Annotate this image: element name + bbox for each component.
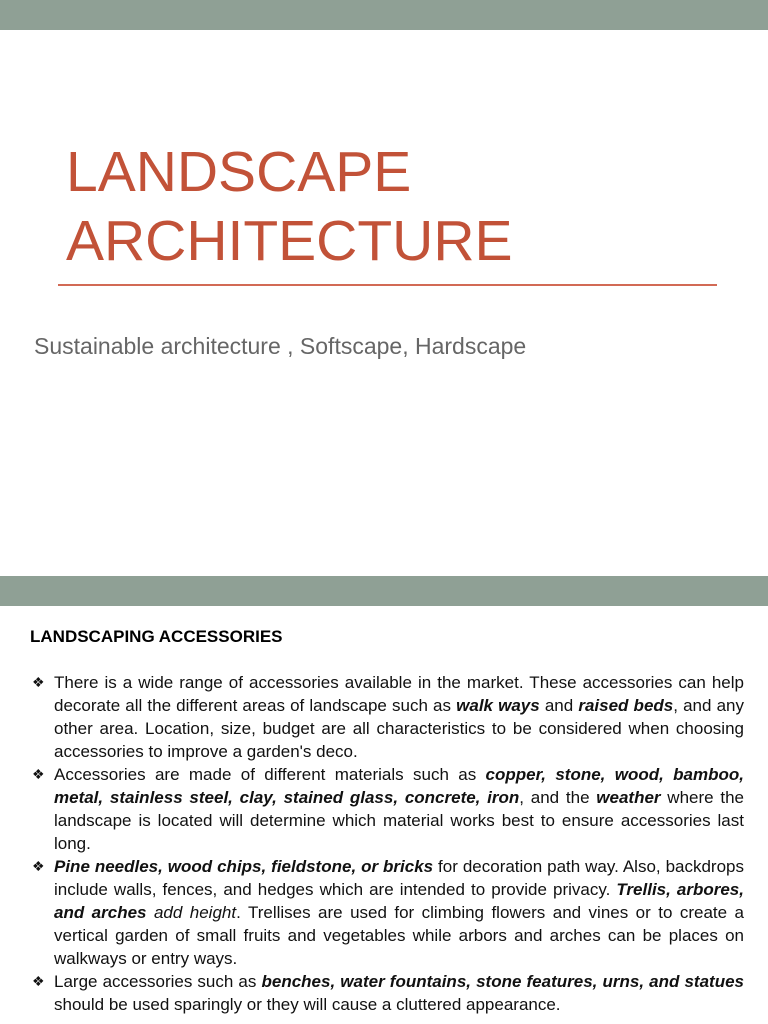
bullet-text: where the landscape is located will determine which material works best to ensure accessories last long. <box>54 788 745 853</box>
diamond-bullet-icon: ❖ <box>32 766 45 782</box>
title-line-2: ARCHITECTURE <box>66 209 513 273</box>
section-heading: LANDSCAPING ACCESSORIES <box>30 627 283 646</box>
bullet-emphasis: copper, stone, wood, bamboo, metal, stainless steel, clay, stained glass, concrete, iron <box>54 765 744 807</box>
bullet-item-1 <box>30 671 744 763</box>
title-line-1: LANDSCAPE <box>66 140 412 204</box>
bullet-emphasis: benches, water fountains, stone features, urns, and statues <box>261 972 744 991</box>
bullet-emphasis: weather <box>596 788 661 807</box>
bullet-item-4 <box>30 970 744 1016</box>
bullet-item-3 <box>30 855 744 970</box>
diamond-bullet-icon: ❖ <box>32 674 45 690</box>
bullet-item-2 <box>30 763 744 855</box>
bullet-text: , and any other area. Location, size, budget are all characteristics to be considered when choosing accessories to improve a garden's deco. <box>54 696 745 761</box>
bullet-emphasis: walk ways <box>456 696 540 715</box>
bullet-text: . Trellises are used for climbing flowers and vines or to create a vertical garden of small fruits and vegetables while arbors and arches can be places on walkways or entry ways. <box>54 903 745 968</box>
diamond-bullet-icon: ❖ <box>32 973 45 989</box>
bullet-text: There is a wide range of accessories available in the market. These accessories can help decorate all the different areas of landscape such as <box>54 673 744 715</box>
bullet-emphasis: Trellis, arbores, and arches <box>54 880 744 922</box>
bullet-text: Accessories are made of different materials such as <box>54 765 486 784</box>
bullet-text: Large accessories such as <box>54 972 262 991</box>
bullet-text: , and the <box>519 788 597 807</box>
bullet-emphasis: Pine needles, wood chips, fieldstone, or bricks <box>54 857 434 876</box>
bullet-text: and <box>539 696 579 715</box>
bullet-text: should be used sparingly or they will cause a cluttered appearance. <box>54 995 561 1014</box>
bullet-italic: add height <box>153 903 237 922</box>
bullet-list <box>30 671 744 1016</box>
slide2-header-band <box>0 576 768 606</box>
subtitle: Sustainable architecture , Softscape, Hardscape <box>34 333 527 359</box>
diamond-bullet-icon: ❖ <box>32 858 45 874</box>
slide1-header-band <box>0 0 768 30</box>
title-divider <box>58 284 717 286</box>
bullet-text: for decoration path way. Also, backdrops include walls, fences, and hedges which are intended to provide privacy. <box>54 857 745 899</box>
bullet-emphasis: raised beds <box>578 696 674 715</box>
bullet-text <box>147 903 154 922</box>
